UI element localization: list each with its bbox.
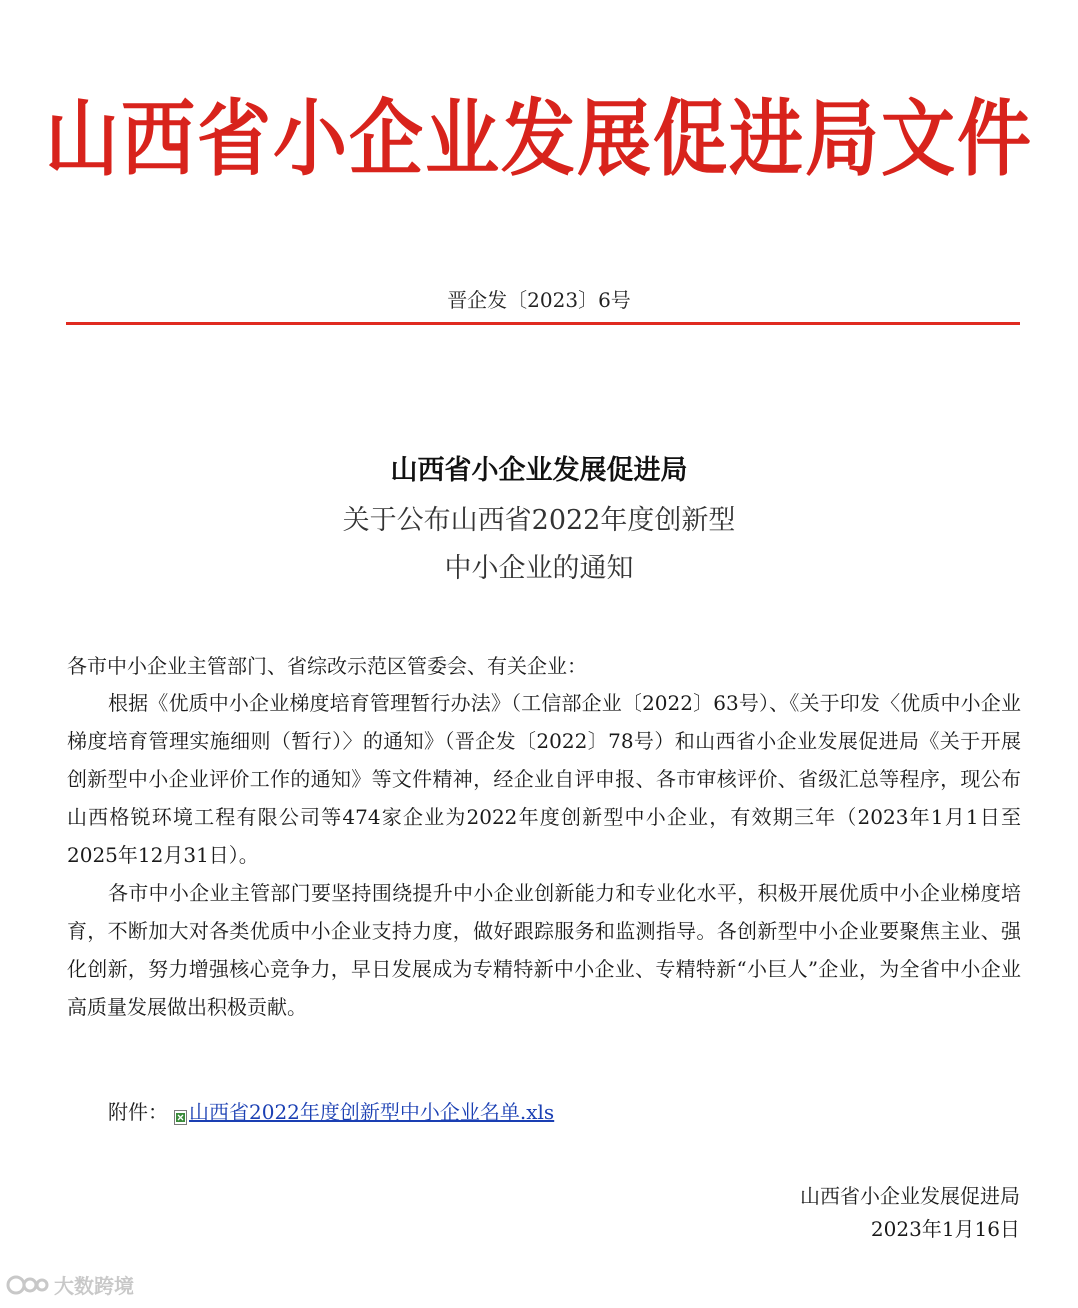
issue-date: 2023年1月16日 [870, 1217, 1020, 1241]
excel-file-icon [174, 1106, 187, 1121]
notice-title-line2: 关于公布山西省2022年度创新型 [342, 505, 736, 536]
document-masthead: 山西省小企业发展促进局文件 [45, 91, 1033, 188]
watermark-text: 大数跨境 [54, 1274, 134, 1298]
notice-title-line3: 中小企业的通知 [444, 553, 634, 584]
document-number: 晋企发〔2023〕6号 [447, 288, 631, 312]
red-divider-line [66, 322, 1020, 325]
attachment-row [108, 1100, 554, 1124]
body-paragraph-1: 根据《优质中小企业梯度培育管理暂行办法》（工信部企业〔2022〕63号）、《关于印发〈优质中小企业梯度培育管理实施细则（暂行）〉的通知》（晋企发〔2022〕78号）和山西省小企业发展促进局《关于开展创新型中小企业评价工作的通知》等文件精神，经企业自评申报、各市审核评价、省级汇总等程序，现公布山西格锐环境工程有限公司等474家企业为2022年度创新型中小企业，有效期三年（2023年1月1日至2025年12月31日）。 [67, 691, 1021, 867]
salutation: 各市中小企业主管部门、省综改示范区管委会、有关企业： [67, 654, 587, 678]
issuing-organization: 山西省小企业发展促进局 [800, 1184, 1020, 1208]
attachment-file-link[interactable]: 山西省2022年度创新型中小企业名单.xls [189, 1100, 555, 1124]
watermark-logo-icon [6, 1273, 50, 1297]
body-paragraph-2: 各市中小企业主管部门要坚持围绕提升中小企业创新能力和专业化水平，积极开展优质中小企业梯度培育，不断加大对各类优质中小企业支持力度，做好跟踪服务和监测指导。各创新型中小企业要聚焦主业、强化创新，努力增强核心竞争力，早日发展成为专精特新中小企业、专精特新“小巨人”企业，为全省中小企业高质量发展做出积极贡献。 [67, 881, 1021, 1019]
notice-title-issuer: 山西省小企业发展促进局 [390, 455, 688, 486]
attachment-label: 附件： [108, 1100, 168, 1124]
watermark [6, 1270, 134, 1299]
